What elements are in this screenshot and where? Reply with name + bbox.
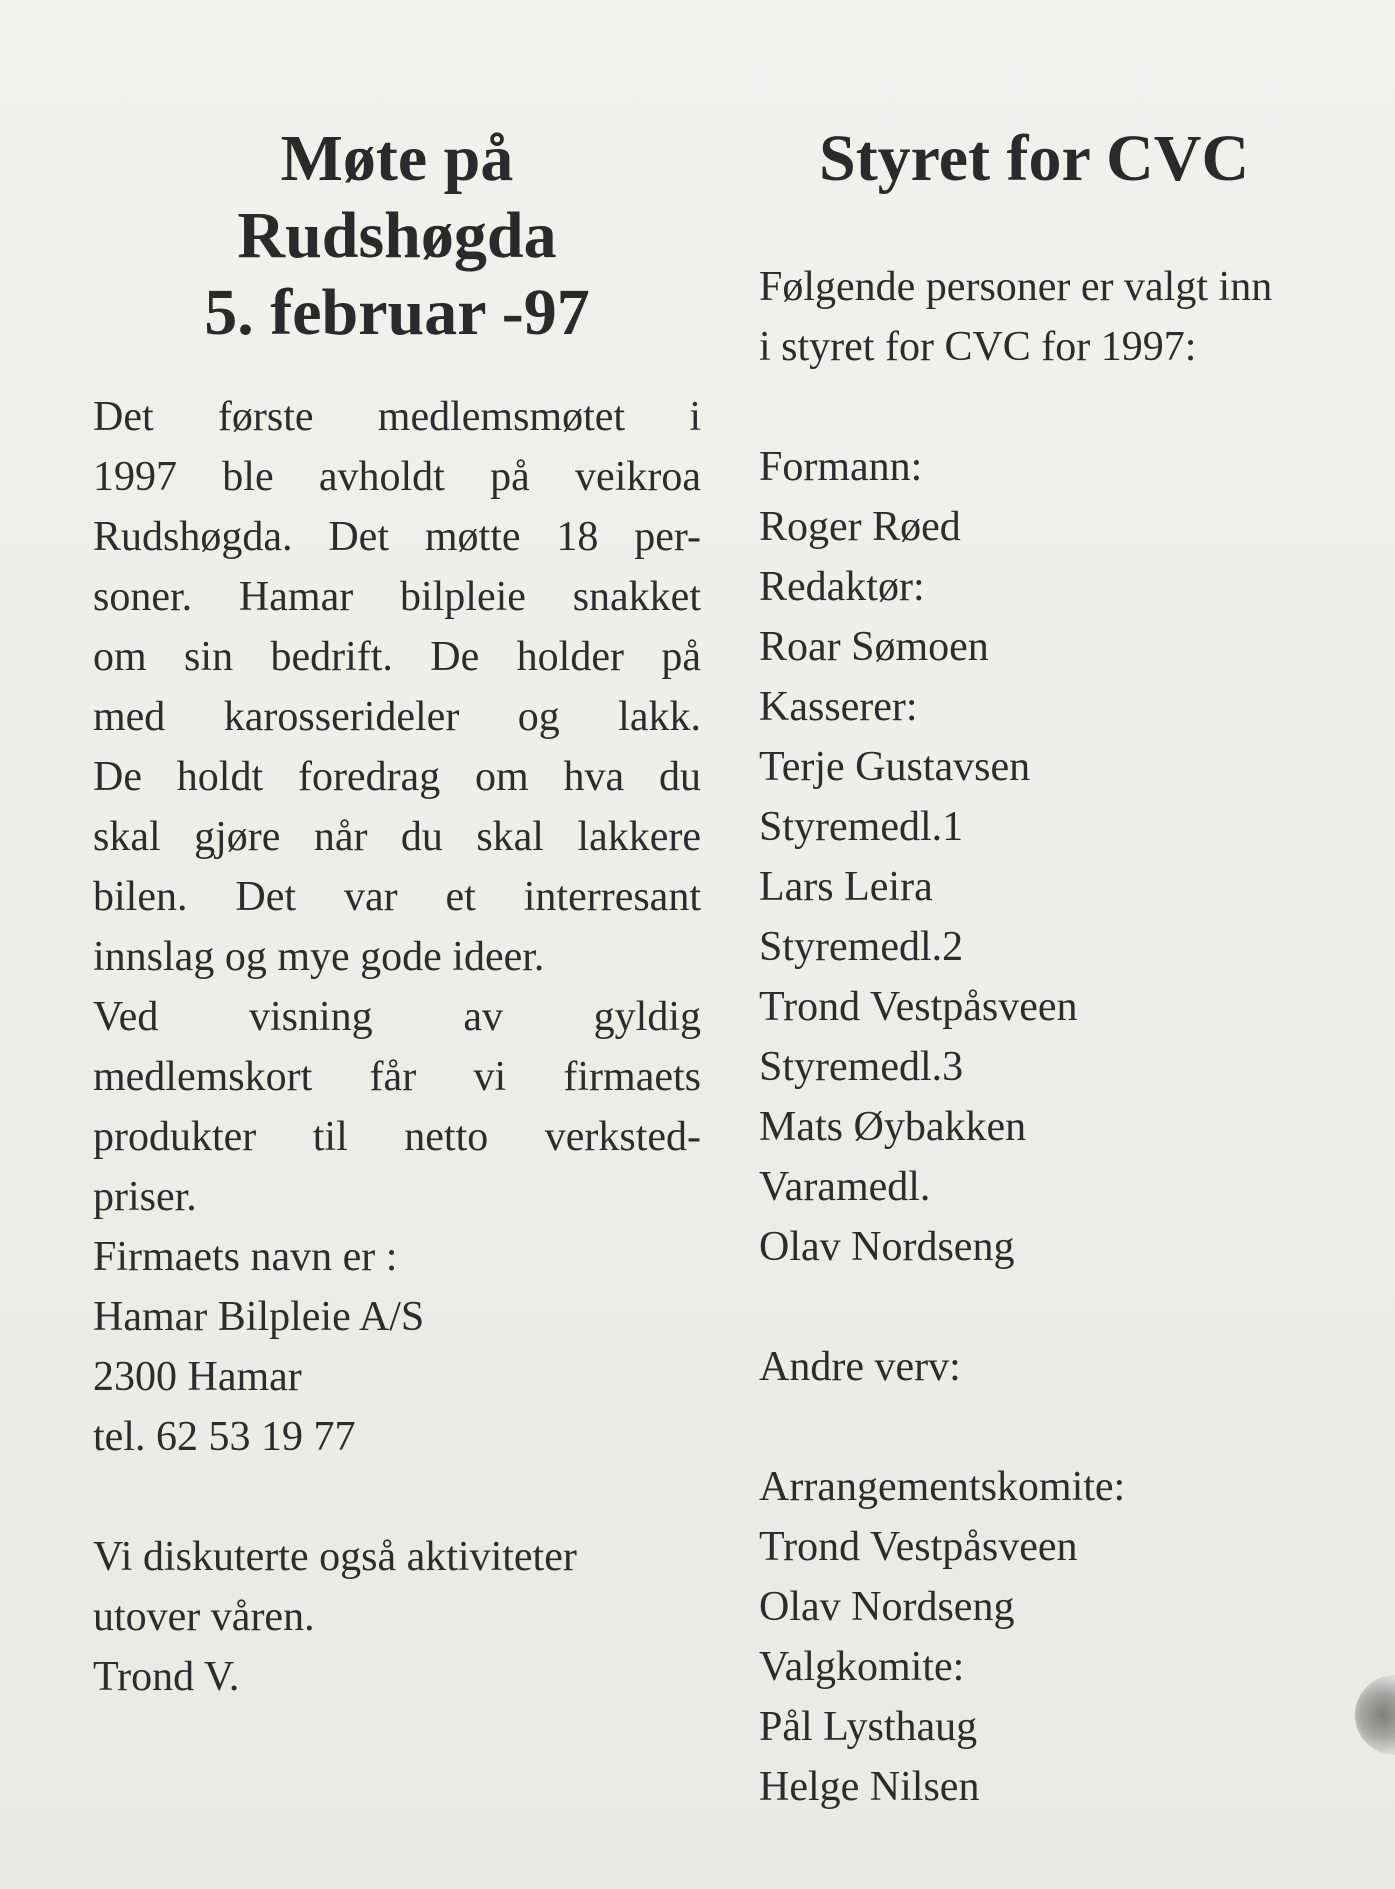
right-article-body [759, 257, 1369, 1817]
company-name: Hamar Bilpleie A/S [93, 1294, 425, 1340]
body-line: produkter til netto verksted- [93, 1114, 701, 1160]
board-name: Lars Leira [759, 864, 933, 910]
left-article-body [93, 387, 701, 1707]
body-line: Ved visning av gyldig [93, 994, 701, 1040]
company-address: 2300 Hamar [93, 1354, 302, 1400]
board-role: Styremedl.3 [759, 1044, 964, 1090]
left-article-title [93, 120, 701, 351]
body-line: medlemskort får vi firmaets [93, 1054, 701, 1100]
closing-line: Vi diskuterte også aktiviteter [93, 1534, 577, 1580]
body-line: om sin bedrift. De holder på [93, 634, 701, 680]
board-name: Olav Nordseng [759, 1224, 1015, 1270]
board-role: Formann: [759, 444, 923, 490]
body-line: priser. [93, 1174, 197, 1220]
arrangement-member: Olav Nordseng [759, 1584, 1015, 1630]
board-role: Varamedl. [759, 1164, 931, 1210]
body-line: Rudshøgda. Det møtte 18 per- [93, 514, 701, 560]
title-line: 5. februar -97 [204, 276, 590, 349]
board-name: Roar Sømoen [759, 624, 989, 670]
board-role: Styremedl.1 [759, 804, 964, 850]
title-line: Møte på [280, 122, 514, 195]
board-name: Terje Gustavsen [759, 744, 1031, 790]
board-name: Roger Røed [759, 504, 961, 550]
closing-line: utover våren. [93, 1594, 315, 1640]
right-article-title: Styret for CVC [819, 122, 1250, 195]
board-role: Redaktør: [759, 564, 925, 610]
body-line: Det første medlemsmøtet i [93, 394, 701, 440]
body-line: 1997 ble avholdt på veikroa [93, 454, 701, 500]
board-name: Mats Øybakken [759, 1104, 1027, 1150]
right-article [759, 120, 1369, 1817]
body-line: skal gjøre når du skal lakkere [93, 814, 701, 860]
valg-member: Helge Nilsen [759, 1764, 980, 1810]
arrangement-member: Trond Vestpåsveen [759, 1524, 1078, 1570]
board-role: Kasserer: [759, 684, 918, 730]
valg-label: Valgkomite: [759, 1644, 965, 1690]
title-line: Rudshøgda [237, 199, 557, 272]
intro-line: Følgende personer er valgt inn [759, 264, 1273, 310]
body-line: bilen. Det var et interresant [93, 874, 701, 920]
company-label: Firmaets navn er : [93, 1234, 398, 1280]
body-line: De holdt foredrag om hva du [93, 754, 701, 800]
other-roles-heading: Andre verv: [759, 1344, 961, 1390]
company-phone: tel. 62 53 19 77 [93, 1414, 356, 1460]
body-line: soner. Hamar bilpleie snakket [93, 574, 701, 620]
valg-member: Pål Lysthaug [759, 1704, 978, 1750]
arrangement-label: Arrangementskomite: [759, 1464, 1126, 1510]
signature: Trond V. [93, 1654, 240, 1700]
body-line: innslag og mye gode ideer. [93, 934, 545, 980]
board-role: Styremedl.2 [759, 924, 964, 970]
left-article [93, 120, 701, 1707]
intro-line: i styret for CVC for 1997: [759, 324, 1197, 370]
board-name: Trond Vestpåsveen [759, 984, 1078, 1030]
body-line: med karosserideler og lakk. [93, 694, 701, 740]
